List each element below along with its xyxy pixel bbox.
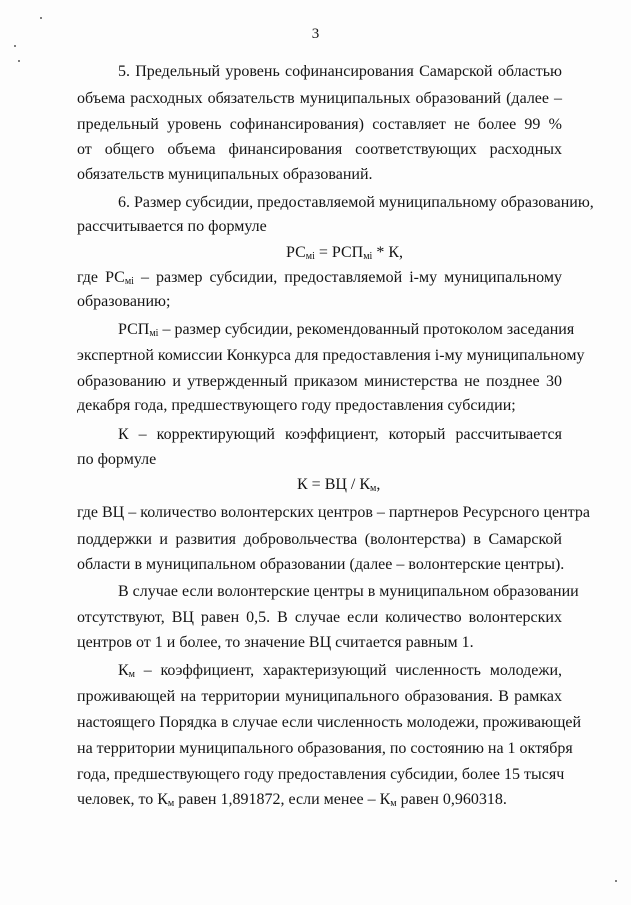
rsp-symbol: РСП bbox=[118, 321, 150, 338]
rs-symbol: РС bbox=[105, 269, 125, 286]
definition-k-line-2: по формуле bbox=[77, 451, 157, 468]
vc-rule-line-2: отсутствуют, ВЦ равен 0,5. В случае если количество волонтерских bbox=[77, 609, 562, 626]
paragraph-5-line-2: объема расходных обязательств муниципальных образований (далее – bbox=[77, 90, 562, 107]
definition-k-line-1: К – корректирующий коэффициент, который рассчитывается bbox=[118, 426, 562, 443]
km-values-text-b: равен 1,891872, если менее – К bbox=[174, 791, 391, 808]
where-word: где bbox=[77, 269, 106, 286]
definition-km-text: – коэффициент, характеризующий численность молодежи, bbox=[135, 662, 562, 679]
formula-subsidy-lhs: РС bbox=[286, 244, 306, 261]
definition-km-line-4: на территории муниципального образования, по состоянию на 1 октября bbox=[77, 740, 573, 757]
km-values-sub-b: м bbox=[390, 798, 397, 809]
km-symbol-sub: м bbox=[128, 669, 135, 680]
paragraph-6-line-2: рассчитывается по формуле bbox=[77, 218, 267, 235]
formula-subsidy bbox=[0, 243, 631, 263]
formula-subsidy-rhs-sub: мi bbox=[363, 251, 373, 262]
definition-rsp-line-3: образованию и утвержденный приказом министерства не позднее 30 bbox=[77, 373, 562, 390]
definition-rs-text: – размер субсидии, предоставляемой i-му муниципальному bbox=[133, 269, 562, 286]
formula-coefficient bbox=[0, 475, 631, 495]
paragraph-5-line-1: 5. Предельный уровень софинансирования Самарской областью bbox=[118, 63, 562, 80]
scan-speck bbox=[14, 45, 16, 47]
vc-rule-line-1: В случае если волонтерские центры в муниципальном образовании bbox=[118, 583, 579, 600]
scan-speck bbox=[615, 880, 617, 882]
definition-rs-line-1 bbox=[77, 268, 562, 288]
km-symbol: К bbox=[118, 662, 129, 679]
formula-coefficient-lhs: К = ВЦ / К bbox=[297, 476, 371, 493]
km-values-text-c: равен 0,960318. bbox=[396, 791, 507, 808]
formula-subsidy-lhs-sub: мi bbox=[305, 251, 315, 262]
page-number: 3 bbox=[311, 26, 320, 42]
definition-rsp-line-1 bbox=[118, 320, 575, 340]
definition-vc-line-1: где ВЦ – количество волонтерских центров – партнеров Ресурсного центра bbox=[77, 504, 590, 521]
definition-km-line-5: года, предшествующего году предоставления субсидии, более 15 тысяч bbox=[77, 766, 565, 783]
definition-vc-line-2: поддержки и развития добровольчества (волонтерства) в Самарской bbox=[77, 531, 562, 548]
paragraph-5-line-3: предельный уровень софинансирования) составляет не более 99 % bbox=[77, 116, 562, 133]
definition-rsp-line-4: декабря года, предшествующего году предоставления субсидии; bbox=[77, 397, 516, 414]
paragraph-5-line-4: от общего объема финансирования соответствующих расходных bbox=[77, 141, 562, 158]
formula-coefficient-sub: м bbox=[370, 483, 377, 494]
formula-subsidy-eq: = РСП bbox=[314, 244, 364, 261]
paragraph-6-line-1: 6. Размер субсидии, предоставляемой муниципальному образованию, bbox=[118, 194, 594, 211]
formula-subsidy-tail: * К, bbox=[372, 244, 403, 261]
scan-speck bbox=[40, 17, 42, 19]
definition-km-line-6 bbox=[77, 790, 562, 810]
scan-speck bbox=[18, 60, 20, 62]
definition-rsp-text: – размер субсидии, рекомендованный протоколом заседания bbox=[158, 321, 575, 338]
paragraph-5-line-5: обязательств муниципальных образований. bbox=[77, 166, 373, 183]
formula-coefficient-tail: , bbox=[376, 476, 381, 493]
definition-rsp-line-2: экспертной комиссии Конкурса для предоставления i-му муниципальному bbox=[77, 347, 585, 364]
rsp-symbol-sub: мi bbox=[149, 328, 159, 339]
km-values-text-a: человек, то К bbox=[77, 791, 168, 808]
definition-km-line-2: проживающей на территории муниципального образования. В рамках bbox=[77, 688, 562, 705]
definition-vc-line-3: области в муниципальном образовании (далее – волонтерские центры). bbox=[77, 556, 565, 573]
definition-rs-line-2: образованию; bbox=[77, 293, 171, 310]
km-values-sub-a: м bbox=[167, 798, 175, 809]
rs-symbol-sub: мi bbox=[124, 276, 134, 287]
definition-km-line-3: настоящего Порядка в случае если численность молодежи, проживающей bbox=[77, 714, 582, 731]
definition-km-line-1 bbox=[118, 661, 562, 681]
vc-rule-line-3: центров от 1 и более, то значение ВЦ считается равным 1. bbox=[77, 634, 474, 651]
